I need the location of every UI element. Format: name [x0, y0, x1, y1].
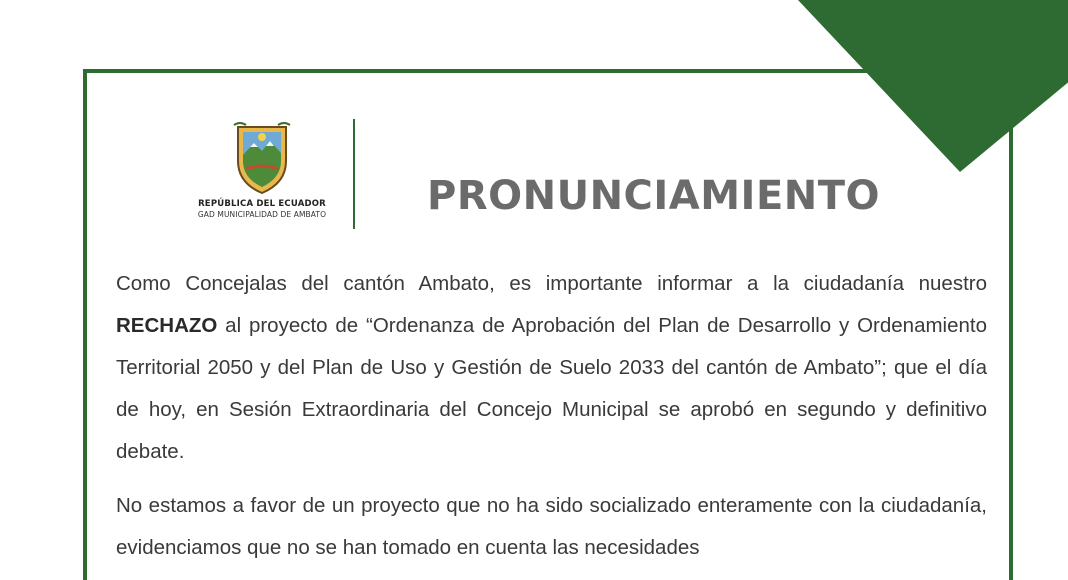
document-frame: [83, 69, 1013, 580]
rechazo-emphasis: RECHAZO: [116, 314, 218, 337]
paragraph-1-text-a: Como Concejalas del cantón Ambato, es importante informar a la ciudadanía nuestro: [116, 272, 987, 295]
header-divider: [353, 119, 355, 229]
paragraph-1-text-b: al proyecto de “Ordenanza de Aprobación del Plan de Desarrollo y Ordenamiento Territorial 2050 y del Plan de Uso y Gestión de Suelo 2033 del cantón de Ambato”; que el día de hoy, en Sesión Extraordinaria del Concejo Municipal se aprobó en segundo y definitivo debate.: [116, 314, 987, 463]
letterhead: [172, 121, 352, 219]
ambato-coat-of-arms-icon: [232, 121, 292, 195]
paragraph-1: [116, 263, 987, 473]
document-body: [116, 263, 987, 580]
org-name-line1: REPÚBLICA DEL ECUADOR: [198, 199, 326, 209]
org-name-line2: GAD MUNICIPALIDAD DE AMBATO: [197, 210, 327, 219]
document-title: PRONUNCIAMIENTO: [427, 173, 881, 219]
paragraph-2: No estamos a favor de un proyecto que no ha sido socializado enteramente con la ciudadanía, evidenciamos que no se han tomado en cuenta las necesidades: [116, 494, 987, 559]
